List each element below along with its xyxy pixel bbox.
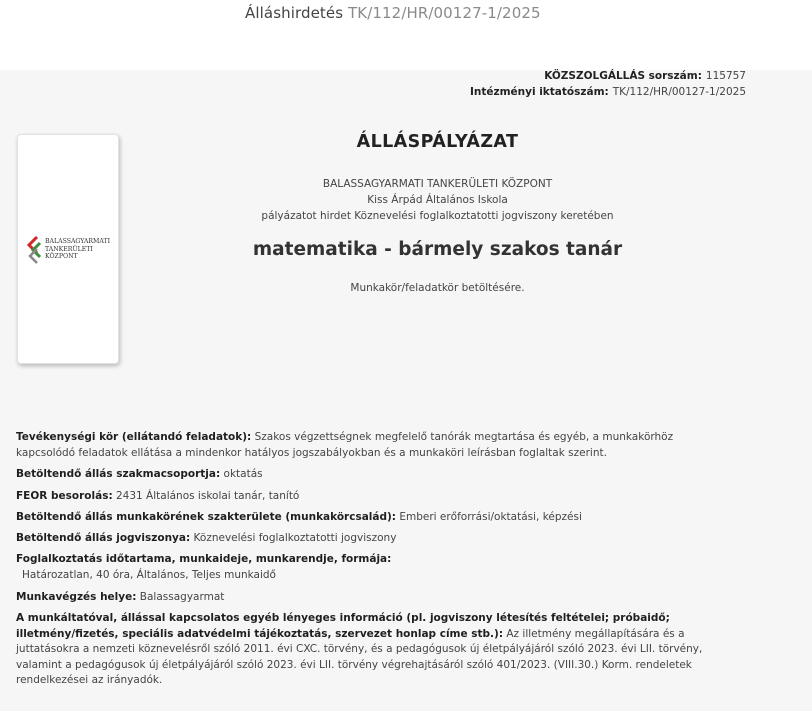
kozszolgallas-label: KÖZSZOLGÁLLÁS sorszám: xyxy=(544,70,702,82)
field-hely-label: Munkavégzés helye: xyxy=(16,591,137,603)
logo-wordmark xyxy=(45,238,110,261)
employer-logo-card xyxy=(17,134,119,364)
field-tevekenyseg-label: Tevékenységi kör (ellátandó feladatok): xyxy=(16,431,252,443)
field-hely-value: Balassagyarmat xyxy=(139,591,225,603)
page-heading-reference: TK/112/HR/00127-1/2025 xyxy=(348,4,541,22)
iktato-number xyxy=(470,86,746,98)
logo-line-2: TANKERÜLETI xyxy=(45,245,93,253)
school-name: Kiss Árpád Általános Iskola xyxy=(367,194,508,206)
logo-line-3: KÖZPONT xyxy=(45,253,78,261)
job-title: matematika - bármely szakos tanár xyxy=(252,239,623,260)
kozszolgallas-number xyxy=(544,70,746,82)
field-jogviszony-label: Betöltendő állás jogviszonya: xyxy=(16,532,191,544)
field-jogviszony-value: Köznevelési foglalkoztatotti jogviszony xyxy=(193,532,397,544)
field-szakterulet-label: Betöltendő állás munkakörének szakterülete (munkakörcsalád): xyxy=(16,511,396,523)
field-hely xyxy=(16,590,728,606)
field-egyeb xyxy=(16,611,728,689)
field-tevekenyseg-value: Szakos végzettségnek megfelelő tanórák megtartása és egyéb, a munkakörhöz kapcsolódó feladatok ellátása a mindenkor hatályos jogszabályokban és a munkaköri leírásban foglaltak szerint. xyxy=(16,431,674,459)
tankerulet-logo-icon xyxy=(27,236,43,264)
field-feor-value: 2431 Általános iskolai tanár, tanító xyxy=(115,490,300,502)
field-szakterulet xyxy=(16,510,728,526)
logo-line-1: BALASSAGYARMATI xyxy=(45,238,111,245)
field-idotartam-value: Határozatlan, 40 óra, Általános, Teljes munkaidő xyxy=(22,568,276,581)
field-szakmacsoport xyxy=(16,467,728,483)
field-idotartam-label: Foglalkoztatás időtartama, munkaideje, munkarendje, formája: xyxy=(16,553,392,565)
field-jogviszony xyxy=(16,531,728,547)
organization-name: BALASSAGYARMATI TANKERÜLETI KÖZPONT xyxy=(322,178,553,190)
field-tevekenyseg xyxy=(16,430,728,461)
job-subline: Munkakör/feladatkör betöltésére. xyxy=(350,282,525,294)
field-szakmacsoport-label: Betöltendő állás szakmacsoportja: xyxy=(16,468,221,480)
field-egyeb-value: Az illetmény megállapítására és a juttatásokra a nemzeti köznevelésről szóló 2011. évi CXC. törvény, és a pedagógusok új életpályájáról szóló 2023. évi LII. törvény, valamint a pedagógusok új életpályájáról szóló 2023. évi LII. törvény végrehajtásáról szóló 401/2023. (VIII.30.) Korm. rendeletek rendelkezései az irányadók. xyxy=(16,627,703,686)
field-feor-label: FEOR besorolás: xyxy=(16,490,113,502)
announcement-line: pályázatot hirdet Köznevelési foglalkoztatotti jogviszony keretében xyxy=(261,210,614,222)
field-szakmacsoport-value: oktatás xyxy=(223,468,263,480)
field-szakterulet-value: Emberi erőforrási/oktatási, képzési xyxy=(399,511,582,523)
field-egyeb-label: A munkáltatóval, állással kapcsolatos egyéb lényeges információ (pl. jogviszony létesítés feltételei; próbaidő; illetmény/fizetés, speciális adatvédelmi tájékoztatás, szervezet honlap címe stb.): xyxy=(16,612,670,640)
page-heading xyxy=(245,4,541,22)
posting-title: ÁLLÁSPÁLYÁZAT xyxy=(356,132,519,152)
field-idotartam xyxy=(16,552,728,583)
iktato-label: Intézményi iktatószám: xyxy=(469,86,609,98)
field-feor xyxy=(16,489,728,505)
page-heading-title: Álláshirdetés xyxy=(245,4,344,22)
iktato-value: TK/112/HR/00127-1/2025 xyxy=(612,86,746,98)
kozszolgallas-value: 115757 xyxy=(705,70,746,82)
posting-content xyxy=(0,70,812,711)
top-bar xyxy=(0,0,812,70)
